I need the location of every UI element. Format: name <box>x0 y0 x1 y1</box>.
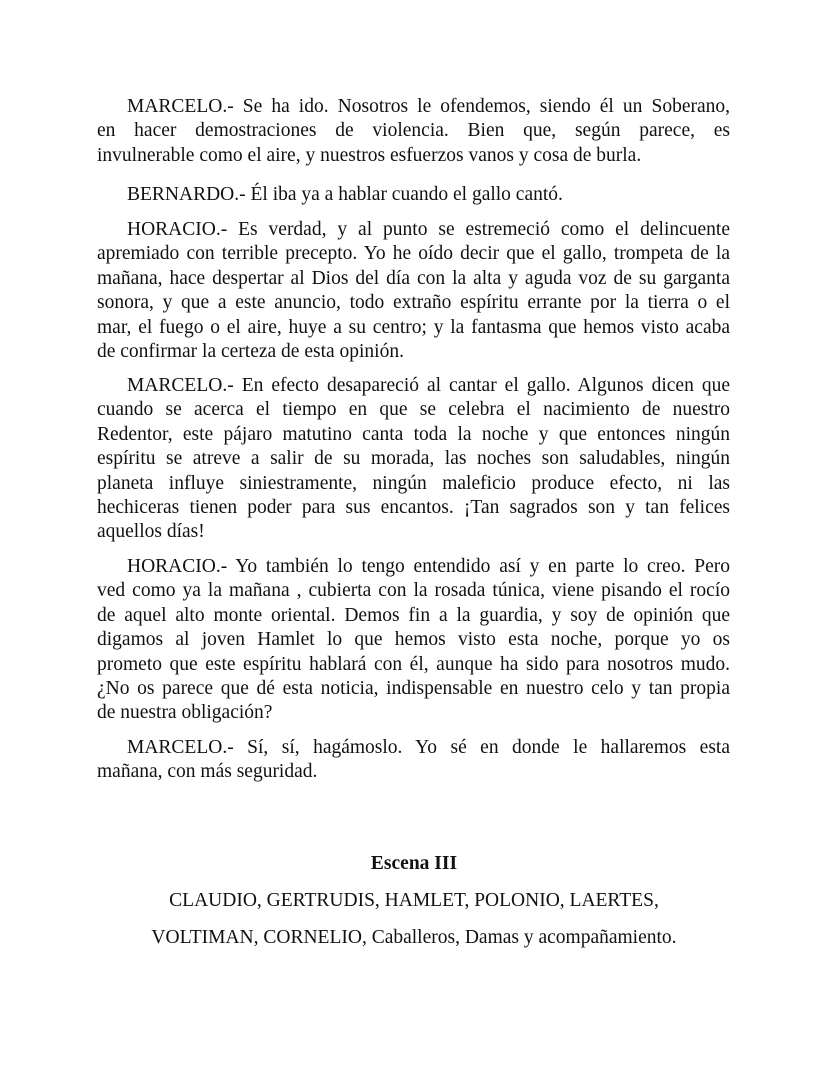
text-line: espíritu se atreve a salir de su morada, las noches son saludables, ningún <box>97 448 730 470</box>
text-line: ¿No os parece que dé esta noticia, indispensable en nuestro celo y tan propia <box>97 677 730 699</box>
text-line: sonora, y que a este anuncio, todo extraño espíritu errante por la tierra o el <box>97 292 730 314</box>
text-line: ved como ya la mañana , cubierta con la rosada túnica, viene pisando el rocío <box>97 580 730 602</box>
text-line: planeta influye siniestramente, ningún maleficio produce efecto, ni las <box>97 472 730 494</box>
dialogue-paragraph <box>97 95 730 168</box>
text-line: mañana, hace despertar al Dios del día con la alta y aguda voz de su garganta <box>97 267 730 289</box>
text-line: MARCELO.- En efecto desapareció al cantar el gallo. Algunos dicen que <box>127 375 730 396</box>
scene-characters-line-1: CLAUDIO, GERTRUDIS, HAMLET, POLONIO, LAERTES, <box>169 890 659 911</box>
text-line: cuando se acerca el tiempo en que se celebra el nacimiento de nuestro <box>97 399 730 421</box>
text-line: invulnerable como el aire, y nuestros esfuerzos vanos y cosa de burla. <box>97 144 642 166</box>
dialogue-paragraph <box>97 183 730 207</box>
text-line: HORACIO.- Es verdad, y al punto se estremeció como el delincuente <box>127 219 730 240</box>
dialogue-paragraph <box>97 218 730 364</box>
text-line: HORACIO.- Yo también lo tengo entendido así y en parte lo creo. Pero <box>127 556 730 577</box>
text-line: apremiado con terrible precepto. Yo he oído decir que el gallo, trompeta de la <box>97 243 730 265</box>
text-line: hechiceras tienen poder para sus encantos. ¡Tan sagrados son y tan felices <box>97 496 730 518</box>
text-line: de aquel alto monte oriental. Demos fin a la guardia, y soy de opinión que <box>97 604 730 626</box>
dialogue-paragraph <box>97 555 730 726</box>
text-line: mar, el fuego o el aire, huye a su centro; y la fantasma que hemos visto acaba <box>97 316 730 338</box>
text-line: de nuestra obligación? <box>97 702 273 724</box>
text-line: aquellos días! <box>97 521 205 543</box>
scene-title: Escena III <box>370 853 458 874</box>
text-line: de confirmar la certeza de esta opinión. <box>97 340 404 362</box>
text-line: BERNARDO.- Él iba ya a hablar cuando el gallo cantó. <box>127 184 563 205</box>
text-line: digamos al joven Hamlet lo que hemos visto esta noche, porque yo os <box>97 629 730 651</box>
text-line: MARCELO.- Se ha ido. Nosotros le ofendemos, siendo él un Soberano, <box>127 96 730 117</box>
text-line: prometo que este espíritu hablará con él, aunque ha sido para nosotros mudo. <box>97 653 730 675</box>
dialogue-paragraph <box>97 374 730 545</box>
text-line: MARCELO.- Sí, sí, hagámoslo. Yo sé en donde le hallaremos esta <box>127 737 730 758</box>
text-line: en hacer demostraciones de violencia. Bien que, según parece, es <box>97 120 730 142</box>
text-line: mañana, con más seguridad. <box>97 761 318 783</box>
dialogue-paragraph <box>97 736 730 785</box>
text-line: Redentor, este pájaro matutino canta toda la noche y que entonces ningún <box>97 423 730 445</box>
scene-characters-line-2: VOLTIMAN, CORNELIO, Caballeros, Damas y acompañamiento. <box>151 927 677 948</box>
